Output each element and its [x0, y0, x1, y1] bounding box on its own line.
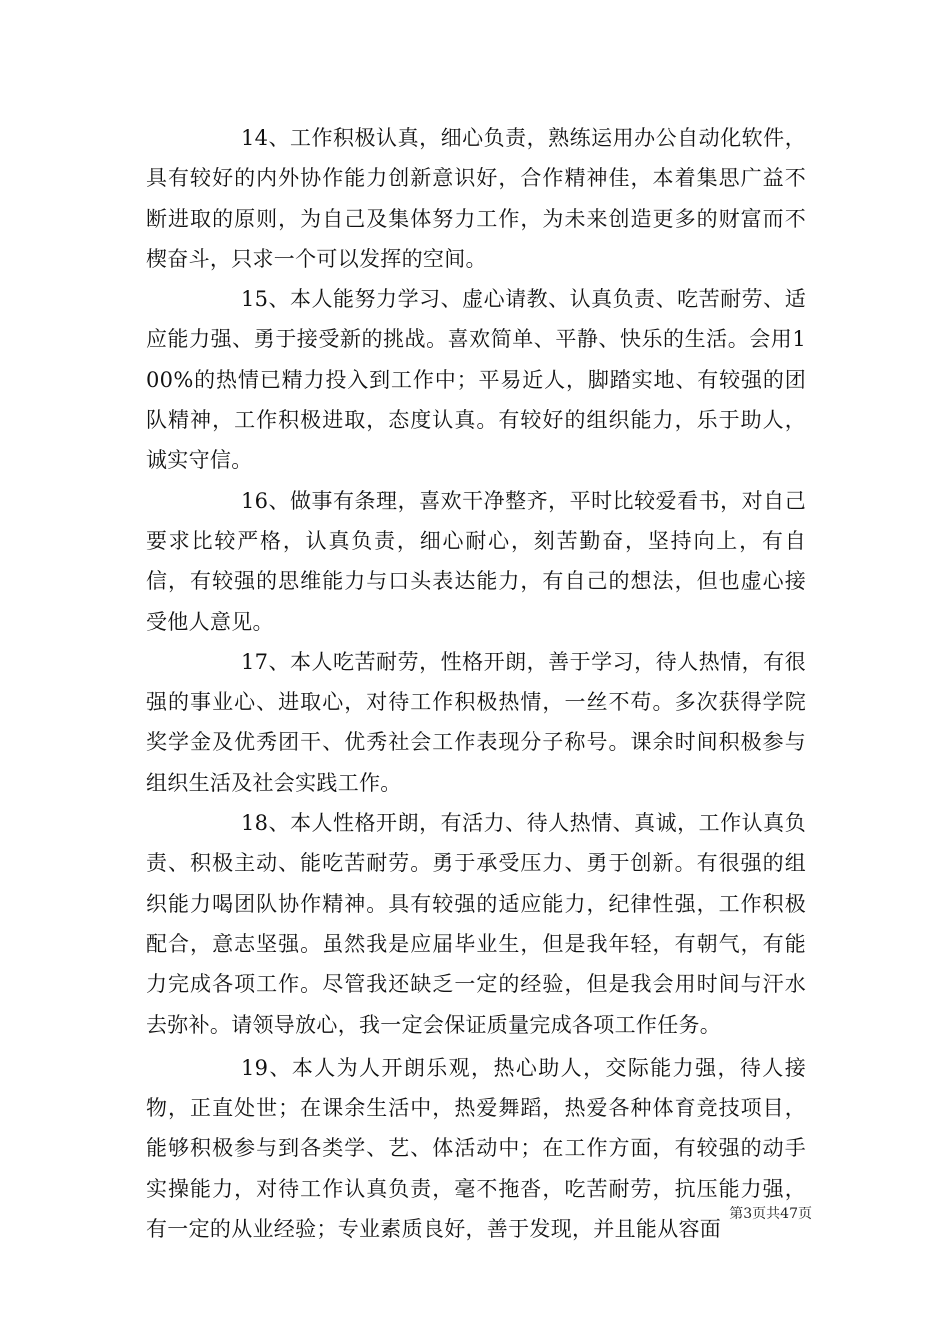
paragraph-14: 14、工作积极认真，细心负责，熟练运用办公自动化软件，具有较好的内外协作能力创新意识好，合作精神佳，本着集思广益不断进取的原则，为自己及集体努力工作，为未来创造更多的财富而不楔奋斗，只求一个可以发挥的空间。	[146, 126, 806, 271]
body-text	[146, 118, 806, 1249]
page-footer	[0, 1205, 950, 1223]
paragraph-18: 18、本人性格开朗，有活力、待人热情、真诚，工作认真负责、积极主动、能吃苦耐劳。勇于承受压力、勇于创新。有很强的组织能力喝团队协作精神。具有较强的适应能力，纪律性强，工作积极配合，意志坚强。虽然我是应届毕业生，但是我年轻，有朝气，有能力完成各项工作。尽管我还缺乏一定的经验，但是我会用时间与汗水去弥补。请领导放心，我一定会保证质量完成各项工作任务。	[146, 811, 806, 1037]
page-number: 第3页共47页	[729, 1206, 812, 1222]
paragraph-16: 16、做事有条理，喜欢干净整齐，平时比较爱看书，对自己要求比较严格，认真负责，细心耐心，刻苦勤奋，坚持向上，有自信，有较强的思维能力与口头表达能力，有自己的想法，但也虚心接受他人意见。	[146, 488, 806, 634]
paragraph-15: 15、本人能努力学习、虚心请教、认真负责、吃苦耐劳、适应能力强、勇于接受新的挑战。喜欢简单、平静、快乐的生活。会用100%的热情已精力投入到工作中；平易近人，脚踏实地、有较强的团队精神，工作积极进取，态度认真。有较好的组织能力，乐于助人，诚实守信。	[146, 287, 806, 473]
paragraph-19: 19、本人为人开朗乐观，热心助人，交际能力强，待人接物，正直处世；在课余生活中，热爱舞蹈，热爱各种体育竞技项目，能够积极参与到各类学、艺、体活动中；在工作方面，有较强的动手实操能力，对待工作认真负责，毫不拖沓，吃苦耐劳，抗压能力强，有一定的从业经验；专业素质良好，善于发现，并且能从容面	[146, 1055, 806, 1242]
paragraph-17: 17、本人吃苦耐劳，性格开朗，善于学习，待人热情，有很强的事业心、进取心，对待工作积极热情，一丝不苟。多次获得学院奖学金及优秀团干、优秀社会工作表现分子称号。课余时间积极参与组织生活及社会实践工作。	[146, 649, 806, 795]
